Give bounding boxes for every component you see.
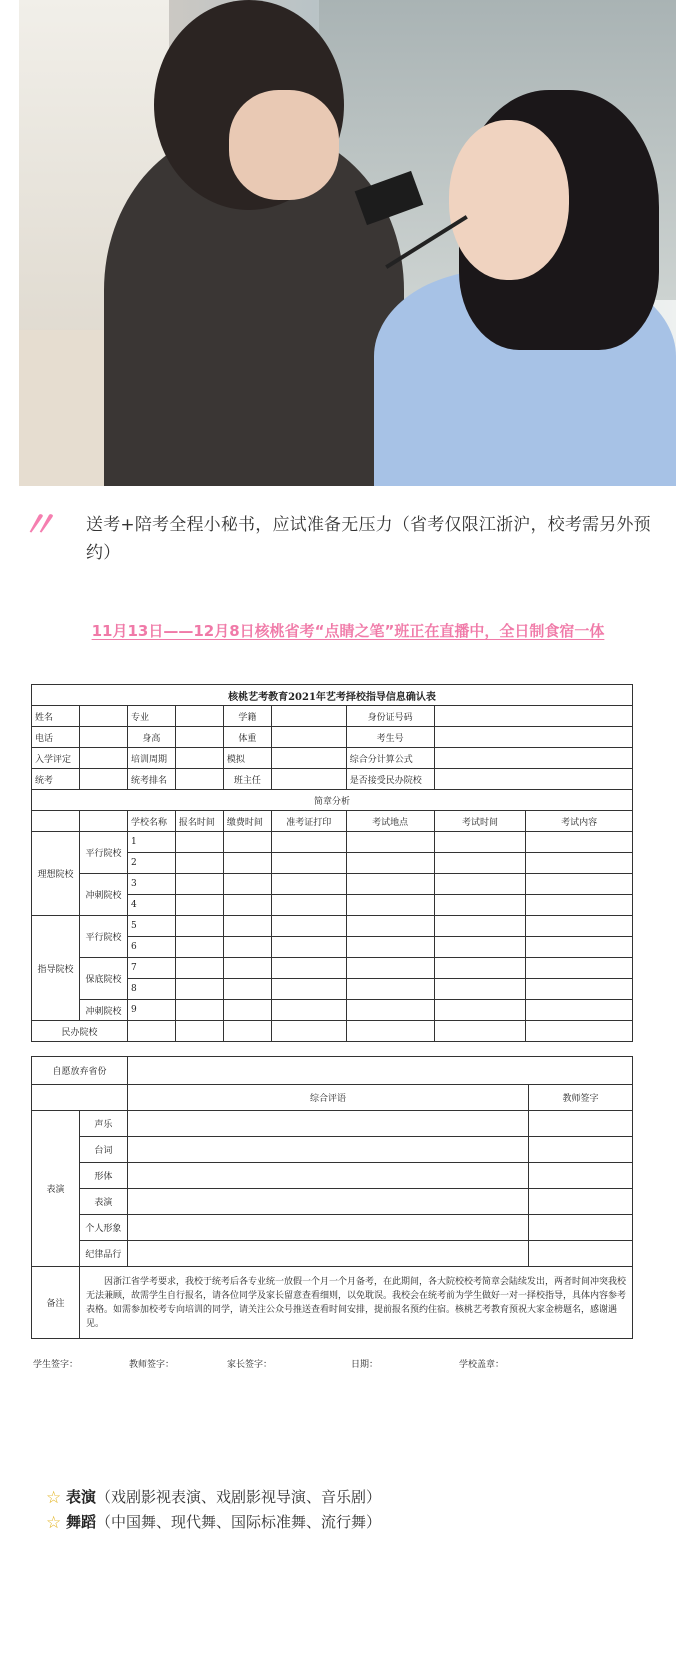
- form-title: 核桃艺考教育2021年艺考择校指导信息确认表: [32, 685, 633, 706]
- remark-text: 因浙江省学考要求，我校于统考后各专业统一放假一个月一个月备考，在此期间，各大院校校考简章会陆续发出，两者时间冲突我校无法兼顾，故需学生自行报名，请各位同学及家长留意查看细则，以免耽误。我校会在统考前为学生做好一对一择校指导，具体内容参考表格。如需参加校考专向培训的同学，请关注公众号推送查看时间安排，提前报名预约住宿。核桃艺考教育预祝大家金榜题名，感谢遇见。: [79, 1267, 632, 1339]
- table-row: [32, 727, 633, 748]
- field-label: 培训周期: [127, 748, 175, 769]
- field-label: 是否接受民办院校: [346, 769, 434, 790]
- field-label: 综合分计算公式: [346, 748, 434, 769]
- analysis-header: 简章分析: [32, 790, 633, 811]
- field-label: 统考: [32, 769, 80, 790]
- field-label: 身份证号码: [346, 706, 434, 727]
- field-label: 电话: [32, 727, 80, 748]
- field-label: 考生号: [346, 727, 434, 748]
- group-label: 理想院校: [32, 832, 80, 916]
- quote-text: 送考+陪考全程小秘书，应试准备无压力（省考仅限江浙沪，校考需另外预约）: [86, 515, 651, 563]
- table-row: [32, 706, 633, 727]
- table-header-row: 学校名称 报名时间 缴费时间 准考证打印 考试地点 考试时间 考试内容: [32, 811, 633, 832]
- field-label: 姓名: [32, 706, 80, 727]
- group-label: 指导院校: [32, 916, 80, 1021]
- form-image: 核桃艺考教育2021年艺考择校指导信息确认表 姓名 专业 学籍 身份证号码 电话 身高 体重 考生号 入学评定 培训周期 模拟 综合分计算公式 统考 统考排名 班主任 是否接受民办院校 简章分析 学校名称 报名时间 缴费时间 准考证打印 考试地点 考试时间 考试内容 理想院校 平行院校 1 2 冲刺院校 3 4 指导院校 平行院校 5 6 保底院校 7 8 冲刺院校 9 民办院校 自愿放弃省份 综合评语 教师签字 表演 声乐 台词 形体 表演 个人形象 纪律品行 备注 因浙江省学考要求，我校于统考后各专业统一放假一个月一个月备考，在此期间，各大院校校考简章会陆续发出，两者时间冲突我校无法兼顾，故需学生自行报名，请各位同学及家长留意查看细则，以免耽误。我校会在统考前为学生做好一对一择校指导，具体内容参考表格。如需参加校考专向培训的同学，请关注公众号推送查看时间安排，提前报名预约住宿。核桃艺考教育预祝大家金榜题名，感谢遇见。 学生签字： 教师签字： 家长签字： 日期： 学校盖章：: [19, 672, 676, 1462]
- field-label: 身高: [127, 727, 175, 748]
- field-label: 体重: [223, 727, 271, 748]
- info-table: 核桃艺考教育2021年艺考择校指导信息确认表 姓名 专业 学籍 身份证号码 电话 身高 体重 考生号 入学评定 培训周期 模拟 综合分计算公式 统考 统考排名 班主任 是否接受民办院校 简章分析 学校名称 报名时间 缴费时间 准考证打印 考试地点 考试时间 考试内容 理想院校 平行院校 1 2 冲刺院校 3 4 指导院校 平行院校 5 6 保底院校 7 8 冲刺院校 9 民办院校: [31, 684, 633, 1042]
- table-row: [32, 748, 633, 769]
- list-item: ☆ 表演（戏剧影视表演、戏剧影视导演、音乐剧）: [46, 1488, 382, 1508]
- course-headline[interactable]: 11月13日——12月8日核桃省考“点睛之笔”班正在直播中，全日制食宿一体: [91, 622, 605, 640]
- star-icon: ☆: [46, 1513, 62, 1533]
- field-label: 入学评定: [32, 748, 80, 769]
- field-label: 模拟: [223, 748, 271, 769]
- makeup-photo: [19, 0, 676, 486]
- table-row: [32, 769, 633, 790]
- star-icon: ☆: [46, 1488, 62, 1508]
- list-item: ☆ 舞蹈（中国舞、现代舞、国际标准舞、流行舞）: [46, 1513, 382, 1533]
- field-label: 班主任: [223, 769, 271, 790]
- quote-mark-icon: 〃: [20, 505, 57, 546]
- field-label: 统考排名: [127, 769, 175, 790]
- field-label: 学籍: [223, 706, 271, 727]
- field-label: 专业: [127, 706, 175, 727]
- evaluation-table: 自愿放弃省份 综合评语 教师签字 表演 声乐 台词 形体 表演 个人形象 纪律品行 备注 因浙江省学考要求，我校于统考后各专业统一放假一个月一个月备考，在此期间，各大院校校考简章会陆续发出，两者时间冲突我校无法兼顾，故需学生自行报名，请各位同学及家长留意查看细则，以免耽误。我校会在统考前为学生做好一对一择校指导，具体内容参考表格。如需参加校考专向培训的同学，请关注公众号推送查看时间安排，提前报名预约住宿。核桃艺考教育预祝大家金榜题名，感谢遇见。: [31, 1056, 633, 1339]
